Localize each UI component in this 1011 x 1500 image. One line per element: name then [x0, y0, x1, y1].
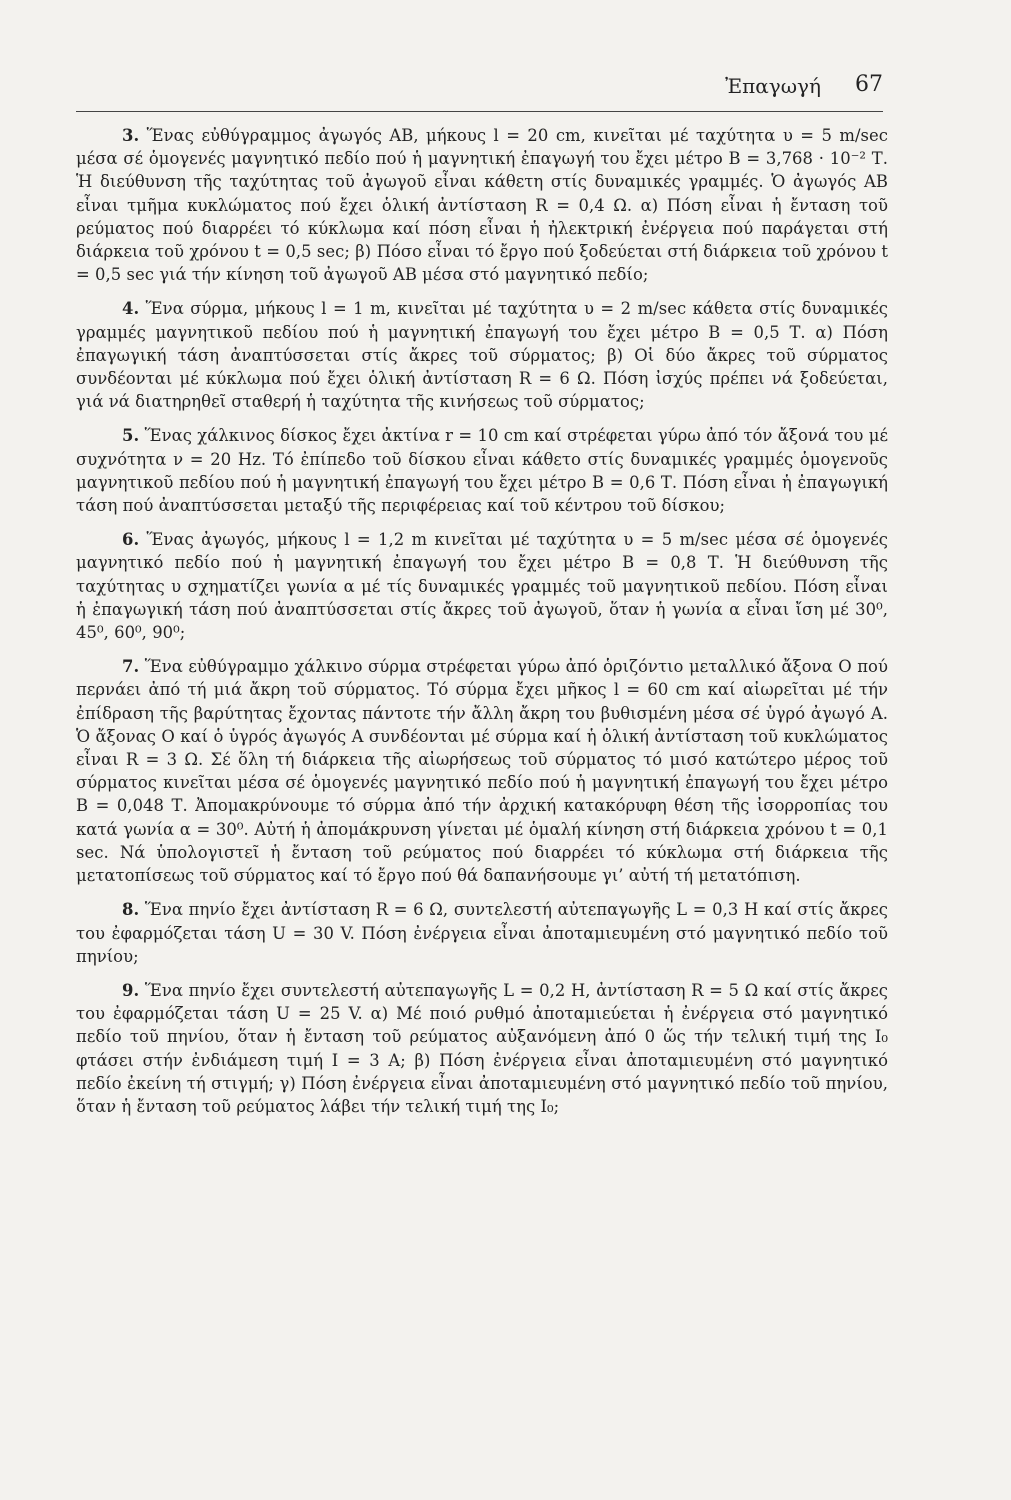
page-header [76, 70, 883, 104]
problem-text: Ἕνα πηνίο ἔχει ἀντίσταση R = 6 Ω, συντελεστή αὐτεπαγωγῆς L = 0,3 Η καί στίς ἄκρες του ἐφαρμόζεται τάση U = 30 V. Πόση ἐνέργεια εἶναι ἀποταμιευμένη στό μαγνητικό πεδίο τοῦ πηνίου; [76, 900, 888, 966]
problem-number: 4. [122, 299, 140, 319]
page-number: 67 [855, 72, 883, 97]
problem-text: Ἕνα πηνίο ἔχει συντελεστή αὐτεπαγωγῆς L = 0,2 Η, ἀντίσταση R = 5 Ω καί στίς ἄκρες του ἐφαρμόζεται τάση U = 25 V. α) Μέ ποιό ρυθμό ἀποταμιεύεται ἡ ἐνέργεια στό μαγνητικό πεδίο τοῦ πηνίου, ὅταν ἡ ἔνταση τοῦ ρεύματος αὐξανόμενη ἀπό 0 ὥς τήν τελική τιμή της I₀ φτάσει στήν ἐνδιάμεση τιμή I = 3 Α; β) Πόση ἐνέργεια εἶναι ἀποταμιευμένη στό μαγνητικό πεδίο ἐκείνη τή στιγμή; γ) Πόση ἐνέργεια εἶναι ἀποταμιευμένη στό μαγνητικό πεδίο τοῦ πηνίου, ὅταν ἡ ἔνταση τοῦ ρεύματος λάβει τήν τελική τιμή της I₀; [76, 980, 888, 1116]
problem-number: 6. [122, 530, 140, 550]
header-rule [76, 111, 883, 112]
problem-number: 7. [122, 657, 140, 677]
problem-8 [76, 898, 888, 968]
problem-7 [76, 655, 888, 887]
problem-text: Ἕνας ἀγωγός, μήκους l = 1,2 m κινεῖται μέ ταχύτητα υ = 5 m/sec μέσα σέ ὁμογενές μαγνητικό πεδίο πού ἡ μαγνητική ἐπαγωγή του ἔχει μέτρο Β = 0,8 Τ. Ἡ διεύθυνση τῆς ταχύτητας υ σχηματίζει γωνία α μέ τίς δυναμικές γραμμές τοῦ μαγνητικοῦ πεδίου. Πόση εἶναι ἡ ἐπαγωγική τάση πού ἀναπτύσσεται στίς ἄκρες τοῦ ἀγωγοῦ, ὅταν ἡ γωνία α εἶναι ἴση μέ 30⁰, 45⁰, 60⁰, 90⁰; [76, 530, 888, 643]
running-title: Ἐπαγωγή [725, 74, 821, 98]
problem-text: Ἕνα εὐθύγραμμο χάλκινο σύρμα στρέφεται γύρω ἀπό ὁριζόντιο μεταλλικό ἄξονα Ο πού περνάει ἀπό τή μιά ἄκρη τοῦ σύρματος. Τό σύρμα ἔχει μῆκος l = 60 cm καί αἰωρεῖται μέ τήν ἐπίδραση τῆς βαρύτητας ἔχοντας πάντοτε τήν ἄλλη ἄκρη του βυθισμένη μέσα σέ ὑγρό ἀγωγό Α. Ὁ ἄξονας Ο καί ὁ ὑγρός ἀγωγός Α συνδέονται μέ σύρμα καί ἡ ὁλική ἀντίσταση τοῦ κυκλώματος εἶναι R = 3 Ω. Σέ ὅλη τή διάρκεια τῆς αἰωρήσεως τοῦ σύρματος τό μισό κατώτερο μέρος τοῦ σύρματος κινεῖται μέσα σέ ὁμογενές μαγνητικό πεδίο πού ἡ μαγνητική ἐπαγωγή του ἔχει μέτρο Β = 0,048 Τ. Ἀπομακρύνουμε τό σύρμα ἀπό τήν ἀρχική κατακόρυφη θέση τῆς ἰσορροπίας του κατά γωνία α = 30⁰. Αὐτή ἡ ἀπομάκρυνση γίνεται μέ ὁμαλή κίνηση στή διάρκεια χρόνου t = 0,1 sec. Νά ὑπολογιστεῖ ἡ ἔνταση τοῦ ρεύματος πού διαρρέει τό κύκλωμα στή διάρκεια τῆς μετατοπίσεως τοῦ σύρματος καί τό ἔργο πού θά δαπανήσουμε γι’ αὐτή τή μετατόπιση. [76, 657, 888, 886]
problem-6 [76, 528, 888, 644]
problem-number: 5. [122, 426, 140, 446]
problem-9 [76, 979, 888, 1118]
problem-number: 9. [122, 980, 140, 1000]
problem-4 [76, 297, 888, 413]
problem-number: 8. [122, 900, 140, 920]
problem-text: Ἕνας χάλκινος δίσκος ἔχει ἀκτίνα r = 10 cm καί στρέφεται γύρω ἀπό τόν ἄξονά του μέ συχνότητα ν = 20 Hz. Τό ἐπίπεδο τοῦ δίσκου εἶναι κάθετο στίς δυναμικές γραμμές ὁμογενοῦς μαγνητικοῦ πεδίου πού ἡ μαγνητική ἐπαγωγή του ἔχει μέτρο Β = 0,6 Τ. Πόση εἶναι ἡ ἐπαγωγική τάση πού ἀναπτύσσεται μεταξύ τῆς περιφέρειας καί τοῦ κέντρου τοῦ δίσκου; [76, 426, 888, 516]
problem-3 [76, 124, 888, 286]
problem-5 [76, 424, 888, 517]
problem-text: Ἕνα σύρμα, μήκους l = 1 m, κινεῖται μέ ταχύτητα υ = 2 m/sec κάθετα στίς δυναμικές γραμμές μαγνητικοῦ πεδίου πού ἡ μαγνητική ἐπαγωγή του ἔχει μέτρο Β = 0,5 Τ. α) Πόση ἐπαγωγική τάση ἀναπτύσσεται στίς ἄκρες τοῦ σύρματος; β) Οἱ δύο ἄκρες τοῦ σύρματος συνδέονται μέ κύκλωμα πού ἔχει ὁλική ἀντίσταση R = 6 Ω. Πόση ἰσχύς πρέπει νά ξοδεύεται, γιά νά διατηρηθεῖ σταθερή ἡ ταχύτητα τῆς κινήσεως τοῦ σύρματος; [76, 299, 888, 412]
problem-list [76, 124, 888, 1129]
problem-number: 3. [122, 126, 140, 145]
problem-text: Ἕνας εὐθύγραμμος ἀγωγός ΑΒ, μήκους l = 20 cm, κινεῖται μέ ταχύτητα υ = 5 m/sec μέσα σέ ὁμογενές μαγνητικό πεδίο πού ἡ μαγνητική ἐπαγωγή του ἔχει μέτρο Β = 3,768 · 10⁻² Τ. Ἡ διεύθυνση τῆς ταχύτητας τοῦ ἀγωγοῦ εἶναι κάθετη στίς δυναμικές γραμμές. Ὁ ἀγωγός ΑΒ εἶναι τμῆμα κυκλώματος πού ἔχει ὁλική ἀντίσταση R = 0,4 Ω. α) Πόση εἶναι ἡ ἔνταση τοῦ ρεύματος πού διαρρέει τό κύκλωμα καί πόση εἶναι ἡ ἠλεκτρική ἐνέργεια πού παράγεται στή διάρκεια τοῦ χρόνου t = 0,5 sec; β) Πόσο εἶναι τό ἔργο πού ξοδεύεται στή διάρκεια τοῦ χρόνου t = 0,5 sec γιά τήν κίνηση τοῦ ἀγωγοῦ ΑΒ μέσα στό μαγνητικό πεδίο; [76, 126, 888, 285]
